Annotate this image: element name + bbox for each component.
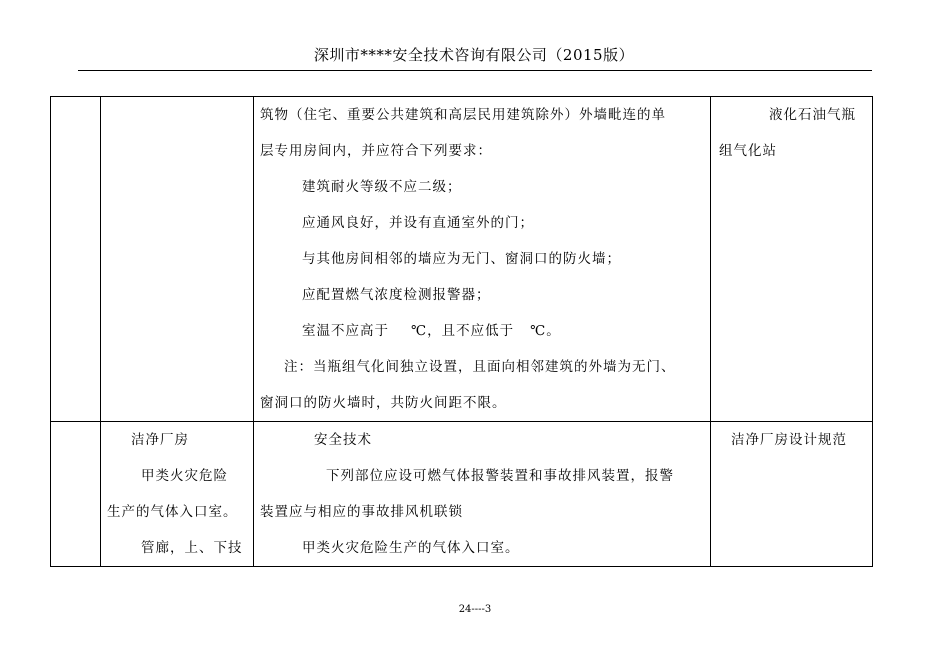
temp-unit-lower: ℃。 <box>530 323 561 339</box>
note-line: 窗洞口的防火墙时，共防火间距不限。 <box>260 395 507 411</box>
content-line: 层专用房间内，并应符合下列要求： <box>260 143 492 159</box>
content-line: 筑物（住宅、重要公共建筑和高层民用建筑除外）外墙毗连的单 <box>260 107 666 123</box>
content-line: 安全技术 <box>314 432 372 448</box>
temp-prefix: 室温不应高于 <box>302 323 389 339</box>
content-line: 装置应与相应的事故排风机联锁 <box>260 504 463 520</box>
category-line: 洁净厂房 <box>131 432 189 448</box>
reference-line: 组气化站 <box>719 143 777 159</box>
requirement-item: 应配置燃气浓度检测报警器； <box>302 287 491 303</box>
table-cell-reference <box>711 97 873 422</box>
content-line: 甲类火灾危险生产的气体入口室。 <box>302 540 520 556</box>
reference-line: 洁净厂房设计规范 <box>731 432 847 448</box>
table-cell-reference <box>711 422 873 567</box>
header-divider <box>78 70 872 71</box>
temperature-requirement <box>254 313 710 349</box>
table-cell-content <box>254 97 711 422</box>
page-header-title: 深圳市****安全技术咨询有限公司（2015版） <box>313 46 635 64</box>
note-line: 注：当瓶组气化间独立设置，且面向相邻建筑的外墙为无门、 <box>284 359 676 375</box>
table-cell-index <box>51 422 101 567</box>
table-cell-content <box>254 422 711 567</box>
category-line: 生产的气体入口室。 <box>107 504 238 520</box>
table-cell-category <box>101 422 254 567</box>
category-line: 管廊，上、下技 <box>141 540 243 556</box>
requirement-item: 与其他房间相邻的墙应为无门、窗洞口的防火墙； <box>302 251 621 267</box>
reference-line: 液化石油气瓶 <box>769 107 856 123</box>
table-cell-index <box>51 97 101 422</box>
regulation-table <box>50 96 873 567</box>
requirement-item: 建筑耐火等级不应二级； <box>302 179 462 195</box>
page-number: 24----3 <box>458 604 492 615</box>
requirement-item: 应通风良好，并设有直通室外的门； <box>302 215 534 231</box>
content-line: 下列部位应设可燃气体报警装置和事故排风装置，报警 <box>326 468 674 484</box>
table-row <box>51 97 873 422</box>
table-cell-category <box>101 97 254 422</box>
category-line: 甲类火灾危险 <box>141 468 228 484</box>
table-row <box>51 422 873 567</box>
temp-unit-upper: ℃，且不应低于 <box>411 323 515 339</box>
